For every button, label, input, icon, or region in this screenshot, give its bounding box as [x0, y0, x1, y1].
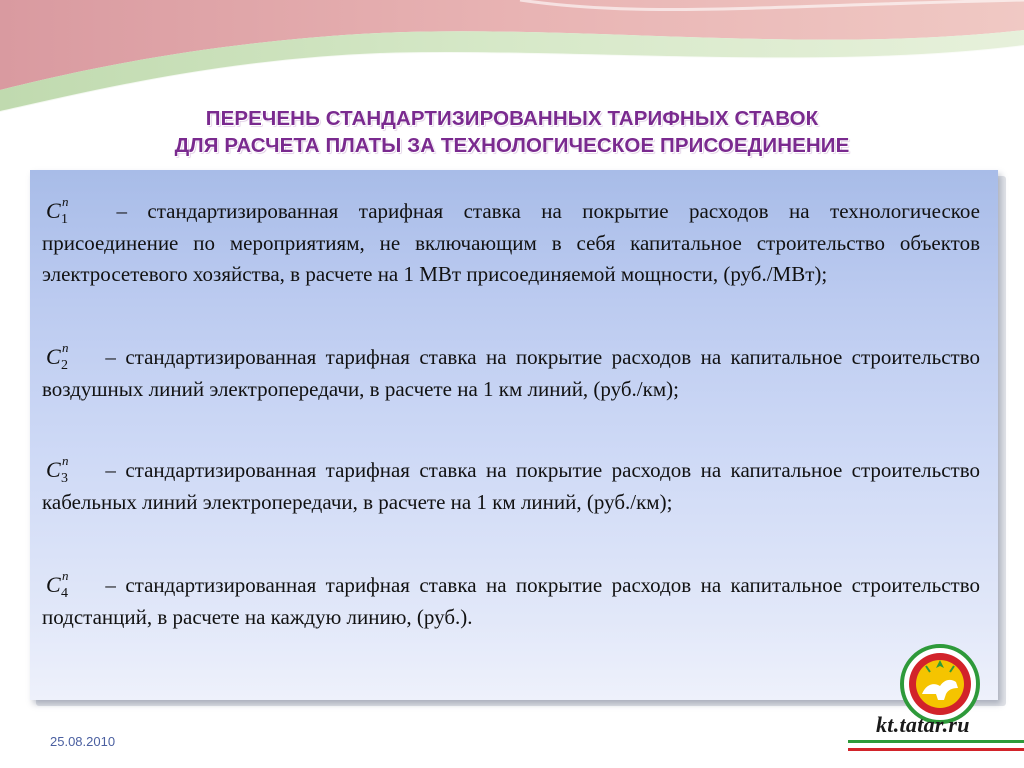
rate-description-3: – стандартизированная тарифная ставка на покрытие расходов на капитальное строительство кабельных линий электропередачи, в расчете на 1 км линий, (руб./км);: [42, 458, 980, 514]
rate-item-3: [42, 455, 980, 518]
footer-stripes-decoration: [848, 740, 1024, 754]
rate-symbol-3: C п 3: [46, 453, 69, 486]
rate-symbol-4: C п 4: [46, 568, 69, 601]
site-link[interactable]: kt.tatar.ru: [876, 712, 970, 737]
slide-date: 25.08.2010: [50, 734, 116, 749]
rate-item-1: [42, 196, 980, 291]
header-wave-decoration: [0, 0, 1024, 120]
rate-description-1: – стандартизированная тарифная ставка на покрытие расходов на технологическое присоединение по мероприятиям, не включающим в себя капитальное строительство объектов электросетевого хозяйства, в расчете на 1 МВт присоединяемой мощности, (руб./МВт);: [42, 199, 980, 286]
rate-symbol-1: C п 1: [46, 194, 69, 227]
page-title: [40, 105, 984, 159]
rate-item-4: [42, 570, 980, 633]
title-line-1: ПЕРЕЧЕНЬ СТАНДАРТИЗИРОВАННЫХ ТАРИФНЫХ СТАВОК: [205, 107, 819, 130]
rate-description-2: – стандартизированная тарифная ставка на покрытие расходов на капитальное строительство воздушных линий электропередачи, в расчете на 1 км линий, (руб./км);: [42, 345, 980, 401]
rate-description-4: – стандартизированная тарифная ставка на покрытие расходов на капитальное строительство подстанций, в расчете на каждую линию, (руб.).: [42, 573, 980, 629]
rate-symbol-2: C п 2: [46, 340, 69, 373]
title-line-2: ДЛЯ РАСЧЕТА ПЛАТЫ ЗА ТЕХНОЛОГИЧЕСКОЕ ПРИСОЕДИНЕНИЕ: [174, 134, 850, 157]
rate-item-2: [42, 342, 980, 405]
